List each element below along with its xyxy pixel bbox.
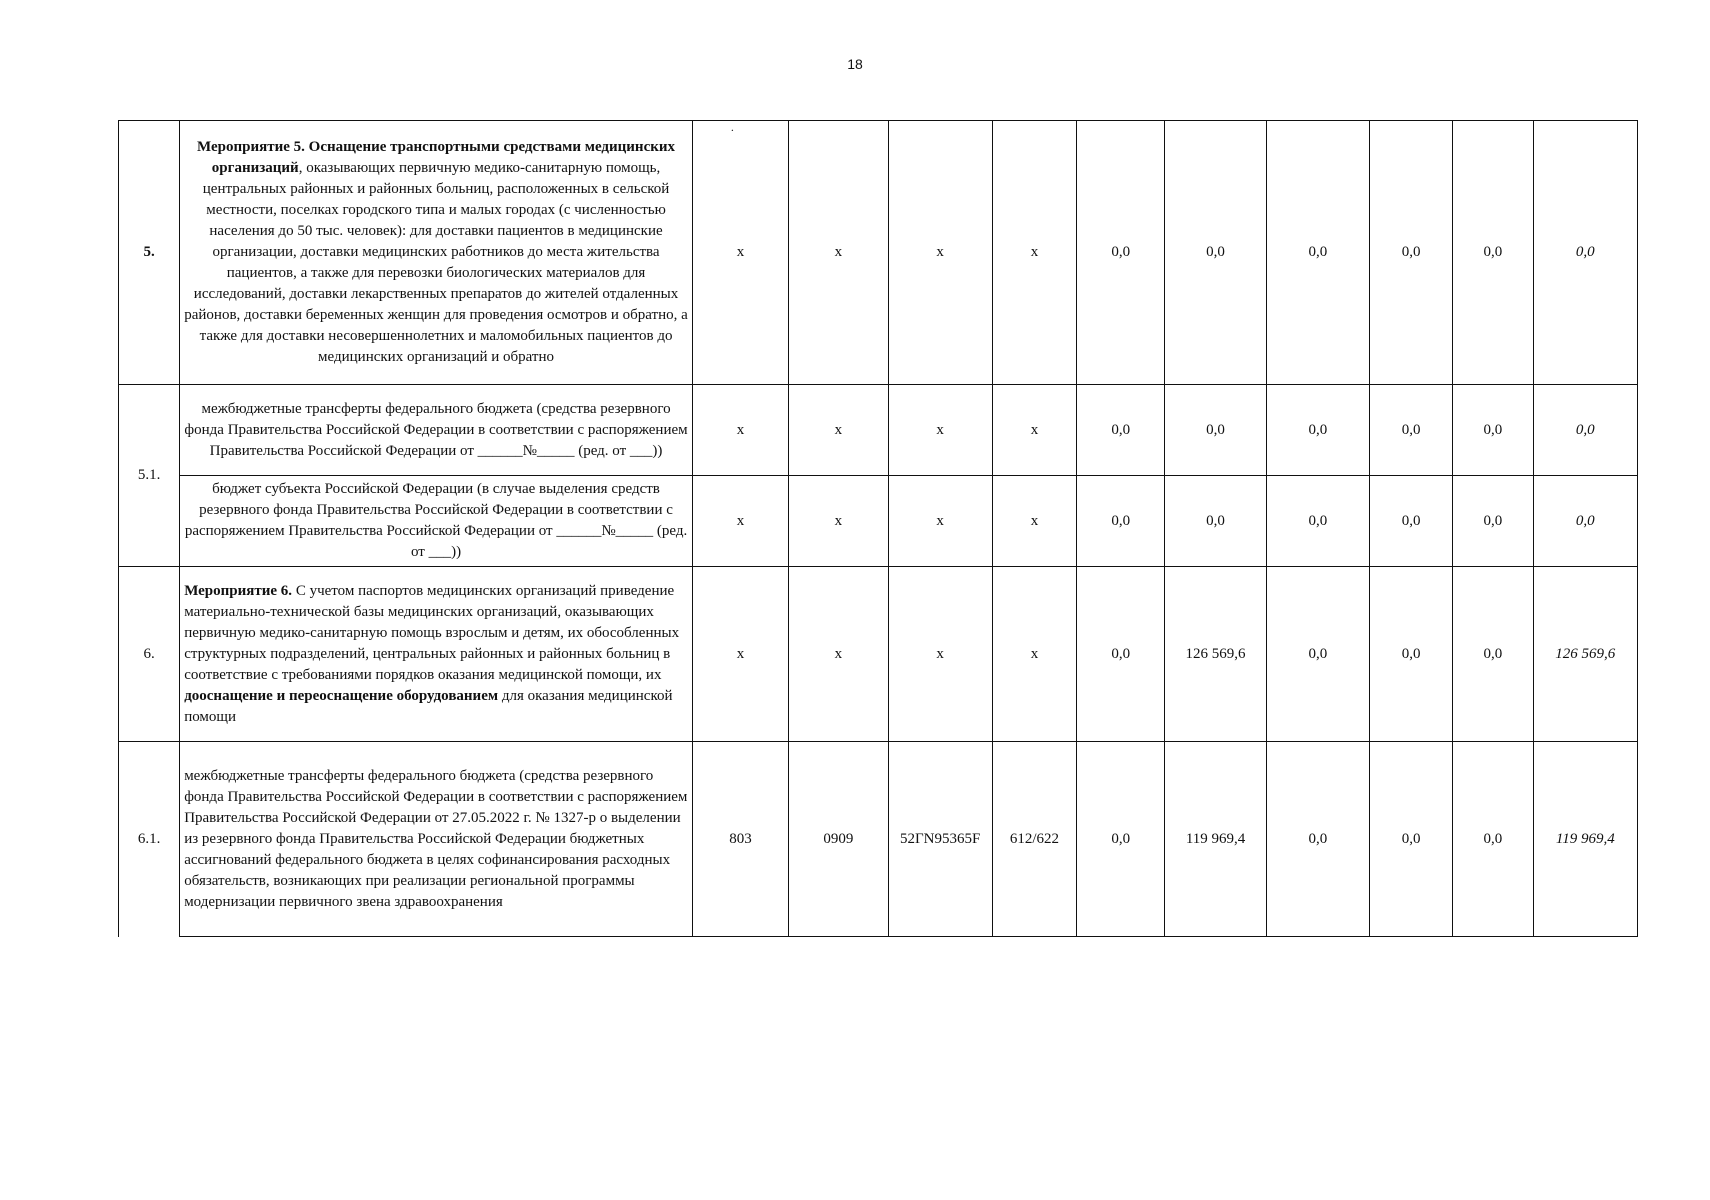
cell-v2: 0,0: [1165, 121, 1266, 385]
cell-total: 119 969,4: [1533, 742, 1637, 937]
cell-c4: х: [992, 121, 1076, 385]
cell-v5: 0,0: [1453, 742, 1533, 937]
row-number: 6.: [119, 567, 180, 742]
cell-c4: х: [992, 476, 1076, 567]
table-row: [119, 385, 1638, 476]
cell-v2: 0,0: [1165, 476, 1266, 567]
cell-c2: х: [789, 385, 888, 476]
cell-v1: 0,0: [1077, 476, 1165, 567]
cell-v2: 119 969,4: [1165, 742, 1266, 937]
cell-c3: х: [888, 476, 992, 567]
cell-v3: 0,0: [1266, 385, 1369, 476]
cell-v1: 0,0: [1077, 121, 1165, 385]
cell-c1-value: х: [736, 244, 745, 260]
table-row: [119, 742, 1638, 937]
cell-v1: 0,0: [1077, 385, 1165, 476]
cell-c3: 52ГN95365F: [888, 742, 992, 937]
stray-mark: .: [730, 120, 734, 134]
cell-c1: х: [692, 385, 788, 476]
cell-v4: 0,0: [1370, 742, 1453, 937]
cell-v5: 0,0: [1453, 476, 1533, 567]
cell-total: 0,0: [1533, 476, 1637, 567]
cell-v5: 0,0: [1453, 121, 1533, 385]
cell-total: 126 569,6: [1533, 567, 1637, 742]
cell-v2: 126 569,6: [1165, 567, 1266, 742]
table-row: [119, 476, 1638, 567]
cell-c4: х: [992, 567, 1076, 742]
cell-v2: 0,0: [1165, 385, 1266, 476]
row-number: 6.1.: [119, 742, 180, 937]
cell-c2: х: [789, 476, 888, 567]
cell-v4: 0,0: [1370, 121, 1453, 385]
row-description: бюджет субъекта Российской Федерации (в случае выделения средств резервного фонда Правительства Российской Федерации в соответствии с распоряжением Правительства Российской Федерации от ______№_____ (ред. от ___)): [180, 476, 693, 567]
row-description: [180, 121, 693, 385]
budget-table: [118, 120, 1638, 937]
cell-total: 0,0: [1533, 385, 1637, 476]
cell-c1: 803: [692, 742, 788, 937]
cell-v4: 0,0: [1370, 385, 1453, 476]
cell-v4: 0,0: [1370, 567, 1453, 742]
cell-v5: 0,0: [1453, 567, 1533, 742]
cell-total: 0,0: [1533, 121, 1637, 385]
cell-c1: [692, 121, 788, 385]
row-description: межбюджетные трансферты федерального бюджета (средства резервного фонда Правительства Российской Федерации в соответствии с распоряжением Правительства Российской Федерации от ______№_____ (ред. от ___)): [180, 385, 693, 476]
description-bold-2: дооснащение и переоснащение оборудованием: [184, 687, 499, 704]
row-description: межбюджетные трансферты федерального бюджета (средства резервного фонда Правительства Российской Федерации в соответствии с распоряжением Правительства Российской Федерации от 27.05.2022 г. № 1327-р о выделении из резервного фонда Правительства Российской Федерации бюджетных ассигнований федерального бюджета в целях софинансирования расходных обязательств, возникающих при реализации региональной программы модернизации первичного звена здравоохранения: [180, 742, 693, 937]
cell-c4: 612/622: [992, 742, 1076, 937]
cell-v4: 0,0: [1370, 476, 1453, 567]
cell-c3: х: [888, 385, 992, 476]
cell-c2: х: [789, 121, 888, 385]
table-row: [119, 567, 1638, 742]
cell-v3: 0,0: [1266, 476, 1369, 567]
table-row: [119, 121, 1638, 385]
cell-v3: 0,0: [1266, 567, 1369, 742]
cell-c2: 0909: [789, 742, 888, 937]
cell-c4: х: [992, 385, 1076, 476]
cell-c3: х: [888, 567, 992, 742]
row-number: 5.1.: [119, 385, 180, 567]
row-number: 5.: [119, 121, 180, 385]
cell-v5: 0,0: [1453, 385, 1533, 476]
description-bold: Мероприятие 5. Оснащение транспортными средствами медицинских организаций: [197, 139, 676, 176]
cell-c3: х: [888, 121, 992, 385]
description-text-end: для оказания медицинской помощи: [184, 687, 673, 725]
description-text: , оказывающих первичную медико-санитарную помощь, центральных районных и районных больниц, расположенных в сельской местности, поселках городского типа и малых городах (с численностью населения до 50 тыс. человек): для доставки пациентов в медицинские организации, доставки медицинских работников до места жительства пациентов, а также для перевозки биологических материалов для исследований, доставки лекарственных препаратов до жителей отдаленных районов, доставки беременных женщин для проведения осмотров и обратно, а также для доставки несовершеннолетних и маломобильных пациентов до медицинских организаций и обратно: [184, 160, 688, 365]
page-number: 18: [847, 56, 863, 72]
cell-v1: 0,0: [1077, 742, 1165, 937]
description-bold: Мероприятие 6.: [184, 582, 293, 599]
cell-c1: х: [692, 476, 788, 567]
cell-v3: 0,0: [1266, 121, 1369, 385]
description-text: С учетом паспортов медицинских организаций приведение материально-технической базы медицинских организаций, оказывающих первичную медико-санитарную помощь взрослым и детям, их обособленных структурных подразделений, центральных районных и районных больниц в соответствие с требованиями порядков оказания медицинской помощи, их: [184, 582, 680, 683]
cell-v1: 0,0: [1077, 567, 1165, 742]
cell-c1: х: [692, 567, 788, 742]
cell-c2: х: [789, 567, 888, 742]
cell-v3: 0,0: [1266, 742, 1369, 937]
row-description: [180, 567, 693, 742]
